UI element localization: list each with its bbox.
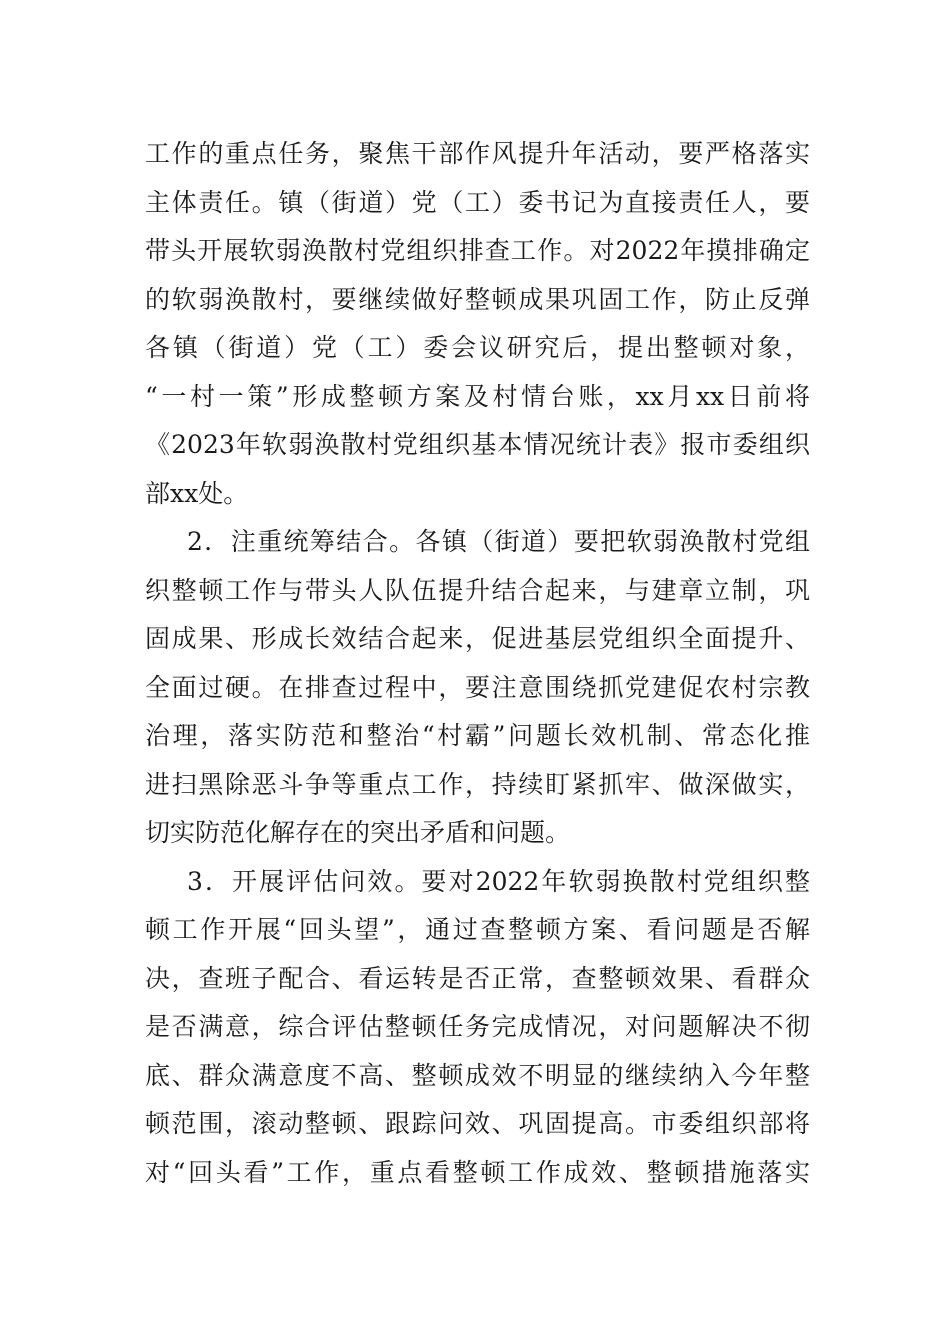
text-line: 对“回头看”工作，重点看整顿工作成效、整顿措施落实	[145, 1157, 810, 1187]
text-line: 决，查班子配合、看运转是否正常，查整顿效果、看群众	[145, 963, 810, 993]
text-line: 部xx处。	[145, 478, 249, 508]
text-line: 主体责任。镇（街道）党（工）委书记为直接责任人，要	[145, 187, 810, 217]
text-line: “一村一策”形成整顿方案及村情台账，xx月xx日前将	[145, 381, 810, 411]
text-line: 底、群众满意度不高、整顿成效不明显的继续纳入今年整	[145, 1060, 810, 1090]
text-line: 顿工作开展“回头望”，通过查整顿方案、看问题是否解	[145, 915, 810, 944]
text-line: 治理，落实防范和整治“村霸”问题长效机制、常态化推	[145, 721, 810, 750]
text-line: 是否满意，综合评估整顿任务完成情况，对问题解决不彻	[145, 1012, 810, 1041]
text-line: 全面过硬。在排查过程中，要注意围绕抓党建促农村宗教	[145, 672, 810, 702]
paragraph-3-start: 3．开展评估问效。要对2022年软弱换散村党组织整	[187, 866, 810, 896]
text-line: 的软弱涣散村，要继续做好整顿成果巩固工作，防止反弹	[145, 284, 810, 314]
text-line: 《2023年软弱涣散村党组织基本情况统计表》报市委组织	[145, 430, 810, 459]
text-line: 织整顿工作与带头人队伍提升结合起来，与建章立制，巩	[145, 575, 810, 605]
text-line: 切实防范化解存在的突出矛盾和问题。	[145, 818, 571, 847]
text-line: 固成果、形成长效结合起来，促进基层党组织全面提升、	[145, 624, 810, 653]
document-body	[145, 130, 810, 1197]
text-line: 进扫黑除恶斗争等重点工作，持续盯紧抓牢、做深做实，	[145, 769, 810, 799]
text-line: 顿范围，滚动整顿、跟踪问效、巩固提高。市委组织部将	[145, 1109, 810, 1138]
text-line: 工作的重点任务，聚焦干部作风提升年活动，要严格落实	[145, 139, 810, 168]
paragraph-2-start: 2．注重统筹结合。各镇（街道）要把软弱涣散村党组	[187, 527, 810, 556]
text-line: 带头开展软弱涣散村党组织排查工作。对2022年摸排确定	[145, 236, 810, 265]
text-line: 各镇（街道）党（工）委会议研究后，提出整顿对象，	[145, 333, 810, 362]
